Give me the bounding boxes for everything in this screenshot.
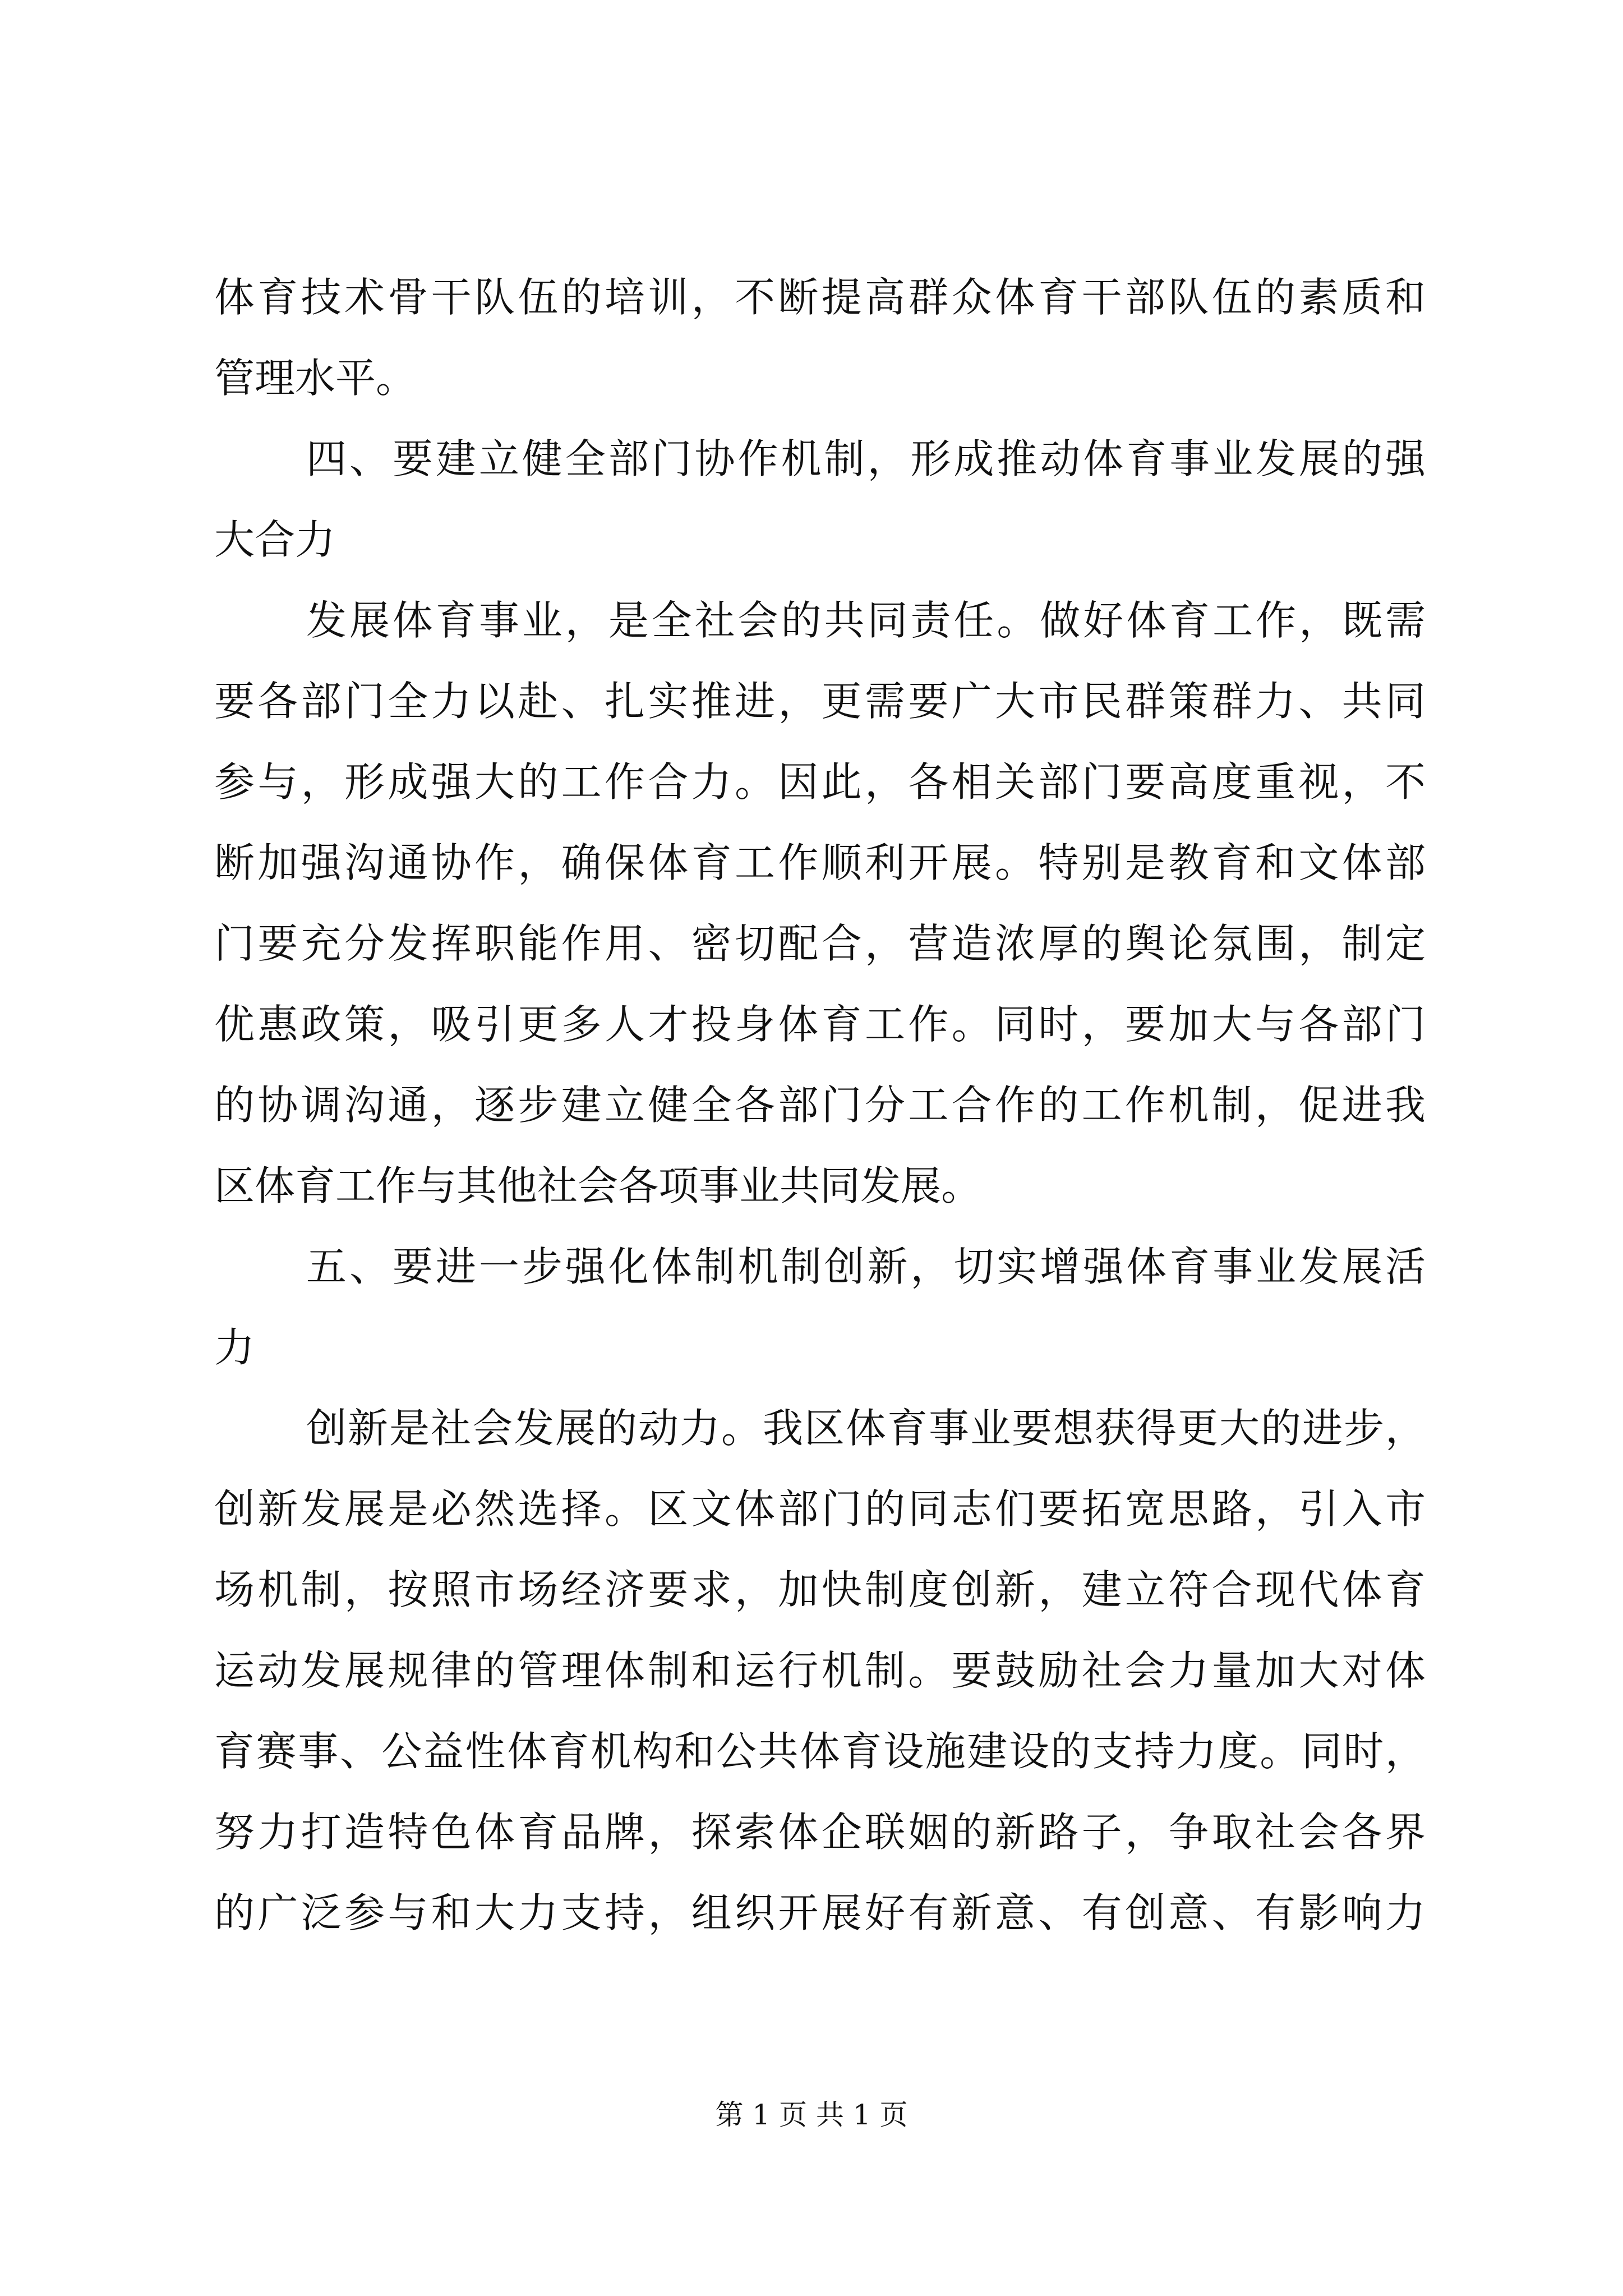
text-line-17: 场机制，按照市场经济要求，加快制度创新，建立符合现代体育: [214, 1566, 1426, 1613]
section-heading-5: 五、要进一步强化体制机制创新，切实增强体育事业发展活: [306, 1243, 1426, 1290]
text-line-6: 要各部门全力以赴、扎实推进，更需要广大市民群策群力、共同: [214, 678, 1426, 725]
section-heading-4-continued: 大合力: [214, 516, 336, 563]
section-heading-4: 四、要建立健全部门协作机制，形成推动体育事业发展的强: [306, 435, 1426, 482]
text-line-10: 优惠政策，吸引更多人才投身体育工作。同时，要加大与各部门: [214, 1001, 1426, 1048]
text-line-2: 管理水平。: [214, 355, 417, 402]
text-line-12: 区体育工作与其他社会各项事业共同发展。: [214, 1162, 982, 1209]
text-line-19: 育赛事、公益性体育机构和公共体育设施建设的支持力度。同时，: [214, 1728, 1426, 1775]
text-line-20: 努力打造特色体育品牌，探索体企联姻的新路子，争取社会各界: [214, 1809, 1426, 1856]
text-line-15: 创新是社会发展的动力。我区体育事业要想获得更大的进步，: [306, 1405, 1426, 1452]
section-heading-5-continued: 力: [214, 1324, 255, 1371]
text-line-1: 体育技术骨干队伍的培训，不断提高群众体育干部队伍的素质和: [214, 274, 1426, 321]
text-line-18: 运动发展规律的管理体制和运行机制。要鼓励社会力量加大对体: [214, 1647, 1426, 1694]
text-line-21: 的广泛参与和大力支持，组织开展好有新意、有创意、有影响力: [214, 1889, 1426, 1936]
text-line-16: 创新发展是必然选择。区文体部门的同志们要拓宽思路，引入市: [214, 1485, 1426, 1533]
text-line-11: 的协调沟通，逐步建立健全各部门分工合作的工作机制，促进我: [214, 1082, 1426, 1129]
text-line-5: 发展体育事业，是全社会的共同责任。做好体育工作，既需: [306, 597, 1426, 644]
text-line-7: 参与，形成强大的工作合力。因此，各相关部门要高度重视，不: [214, 758, 1426, 806]
page-number: 第 1 页 共 1 页: [715, 2099, 908, 2131]
text-line-8: 断加强沟通协作，确保体育工作顺利开展。特别是教育和文体部: [214, 839, 1426, 886]
text-line-9: 门要充分发挥职能作用、密切配合，营造浓厚的舆论氛围，制定: [214, 920, 1426, 967]
body-text: [214, 257, 1426, 1953]
